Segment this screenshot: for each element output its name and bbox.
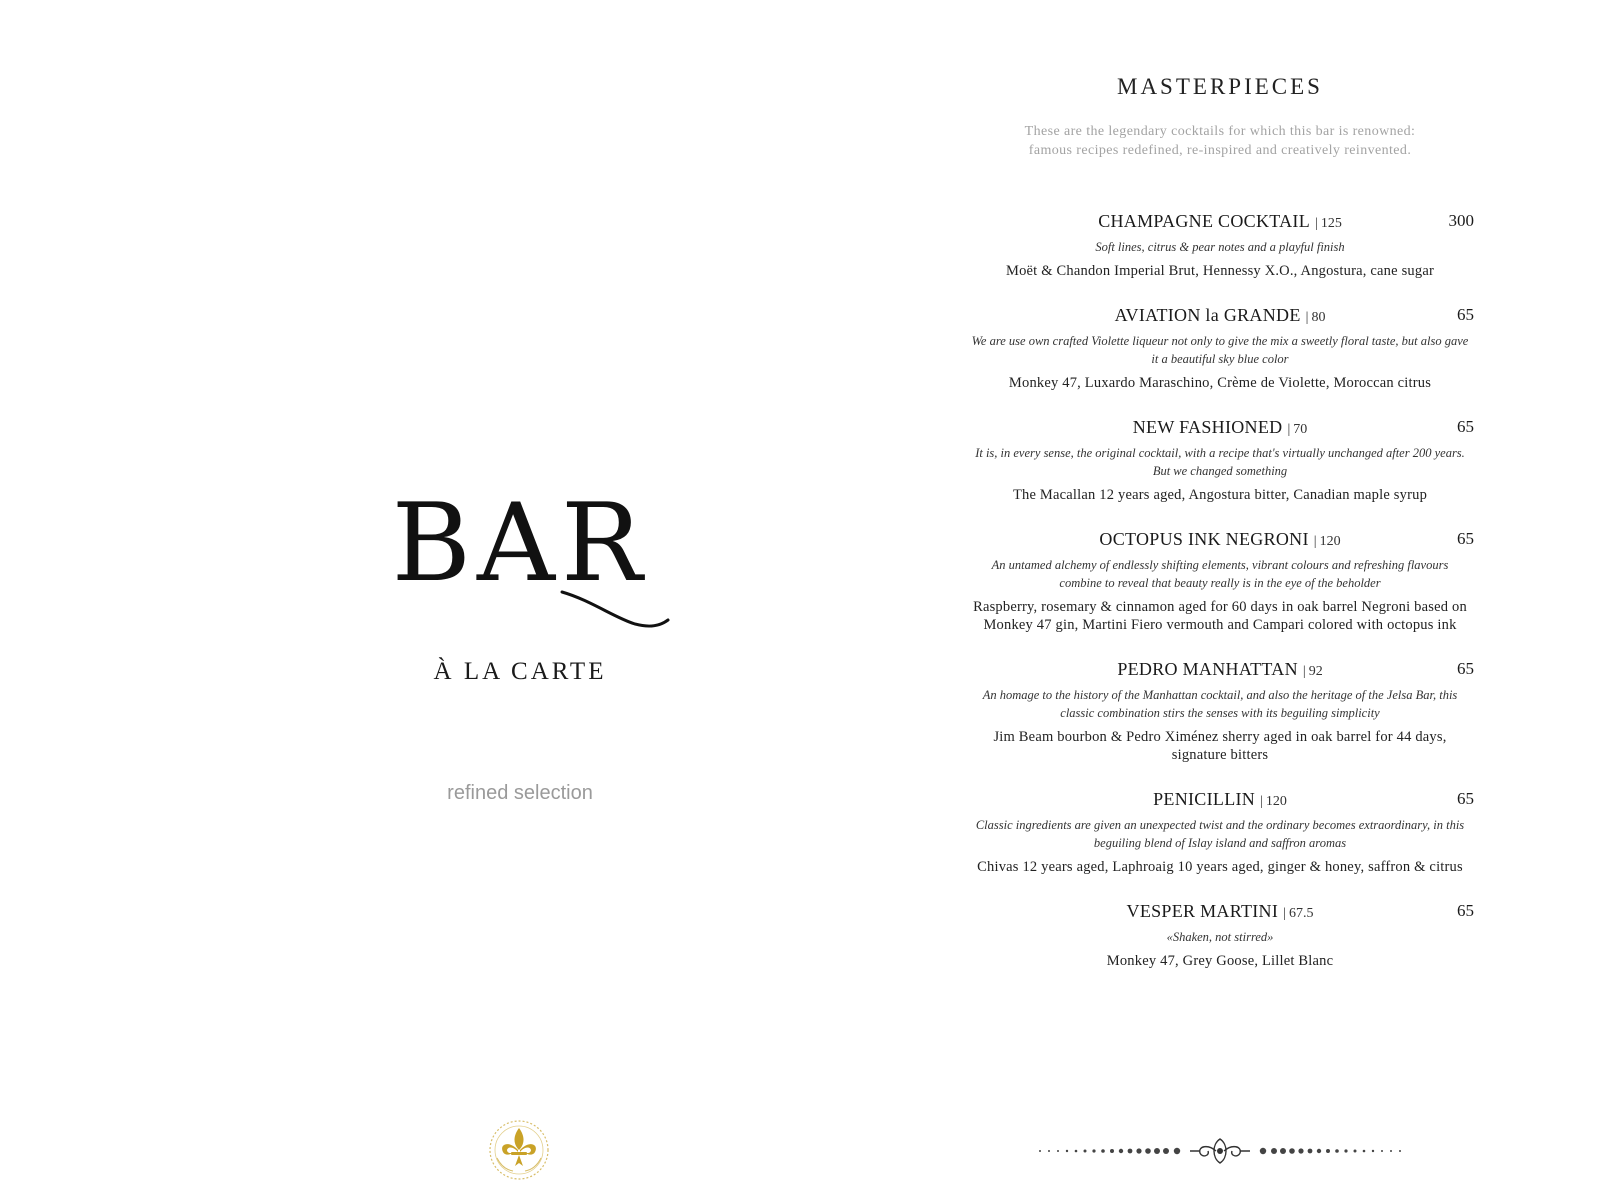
cocktail-ingredients: Moët & Chandon Imperial Brut, Hennessy X.O., Angostura, cane sugar xyxy=(1006,263,1434,279)
section-title: MASTERPIECES xyxy=(1117,74,1323,99)
cocktail-item xyxy=(960,786,1480,876)
bar-title: BAR xyxy=(391,481,649,606)
cocktail-description: We are use own crafted Violette liqueur not only to give the mix a sweetly floral taste, but also gave it a beautiful sky blue color xyxy=(971,334,1469,366)
cocktail-header xyxy=(960,656,1480,682)
cocktail-header xyxy=(960,898,1480,924)
section-intro-line: famous recipes redefined, re-inspired and creatively reinvented. xyxy=(1028,143,1412,158)
cocktail-ingredients: Raspberry, rosemary & cinnamon aged for 60 days in oak barrel Negroni based on Monkey 47 gin, Martini Fiero vermouth and Campari colored with octopus ink xyxy=(973,599,1467,633)
cocktail-item xyxy=(960,208,1480,280)
cover-tagline: refined selection xyxy=(447,782,593,804)
cocktail-description: Soft lines, citrus & pear notes and a playful finish xyxy=(1095,240,1345,254)
cocktail-abv: 80 xyxy=(1311,310,1326,325)
cocktail-price: 65 xyxy=(1457,417,1474,436)
cocktail-name: OCTOPUS INK NEGRONI xyxy=(1099,529,1309,549)
cocktail-header xyxy=(960,526,1480,552)
cocktail-item xyxy=(960,414,1480,504)
separator: | xyxy=(1315,216,1318,231)
cocktail-name: AVIATION la GRANDE xyxy=(1114,305,1301,325)
cocktail-name: PEDRO MANHATTAN xyxy=(1117,659,1298,679)
fleur-de-lis-emblem-icon xyxy=(487,1118,551,1182)
cocktail-item xyxy=(960,302,1480,392)
separator: | xyxy=(1313,534,1317,549)
cocktail-price: 65 xyxy=(1457,659,1474,678)
cocktail-header xyxy=(960,208,1480,234)
ornamental-dotted-divider-icon xyxy=(1030,1136,1410,1166)
cocktail-abv: 120 xyxy=(1319,534,1341,549)
cocktail-header xyxy=(960,414,1480,440)
separator: | xyxy=(1283,906,1286,921)
cocktail-item xyxy=(960,656,1480,764)
cocktail-ingredients: Monkey 47, Grey Goose, Lillet Blanc xyxy=(1106,953,1334,969)
cover-subtitle: À LA CARTE xyxy=(433,658,607,685)
cocktail-header xyxy=(960,786,1480,812)
separator: | xyxy=(1287,422,1291,437)
cocktail-price: 65 xyxy=(1457,529,1474,548)
cocktail-name: CHAMPAGNE COCKTAIL xyxy=(1098,211,1310,231)
cocktail-name: NEW FASHIONED xyxy=(1132,417,1283,437)
cocktail-name: PENICILLIN xyxy=(1153,789,1256,809)
cocktail-ingredients: Jim Beam bourbon & Pedro Ximénez sherry aged in oak barrel for 44 days, signature bitters xyxy=(993,729,1447,763)
cocktail-ingredients: Monkey 47, Luxardo Maraschino, Crème de Violette, Moroccan citrus xyxy=(1008,375,1432,391)
cocktail-abv: 125 xyxy=(1320,216,1342,231)
cocktail-list xyxy=(960,208,1480,992)
cocktail-item xyxy=(960,526,1480,634)
separator: | xyxy=(1302,664,1306,679)
cocktail-price: 65 xyxy=(1457,305,1474,324)
section-intro-line: These are the legendary cocktails for which this bar is renowned: xyxy=(1024,124,1416,139)
cocktail-price: 300 xyxy=(1448,211,1474,230)
separator: | xyxy=(1260,794,1263,809)
cocktail-name: VESPER MARTINI xyxy=(1126,901,1279,921)
cocktail-header xyxy=(960,302,1480,328)
cocktail-ingredients: Chivas 12 years aged, Laphroaig 10 years aged, ginger & honey, saffron & citrus xyxy=(977,859,1463,875)
menu-page xyxy=(960,0,1480,1200)
cocktail-abv: 92 xyxy=(1308,664,1323,679)
cocktail-description: An untamed alchemy of endlessly shifting elements, vibrant colours and refreshing flavours combine to reveal that beauty really is in the eye of the beholder xyxy=(991,558,1449,590)
cocktail-abv: 67.5 xyxy=(1288,906,1314,921)
cocktail-ingredients: The Macallan 12 years aged, Angostura bitter, Canadian maple syrup xyxy=(1012,487,1428,503)
cocktail-abv: 120 xyxy=(1265,794,1287,809)
cocktail-price: 65 xyxy=(1457,789,1474,808)
separator: | xyxy=(1305,310,1309,325)
cocktail-description: «Shaken, not stirred» xyxy=(1166,930,1274,944)
cocktail-description: It is, in every sense, the original cocktail, with a recipe that's virtually unchanged after 200 years. But we changed something xyxy=(975,446,1465,478)
cocktail-description: An homage to the history of the Manhattan cocktail, and also the heritage of the Jelsa Bar, this classic combination stirs the senses with its beguiling simplicity xyxy=(982,688,1458,720)
cocktail-abv: 70 xyxy=(1293,422,1308,437)
cocktail-price: 65 xyxy=(1457,901,1474,920)
cocktail-description: Classic ingredients are given an unexpected twist and the ordinary becomes extraordinary, in this beguiling blend of Islay island and saffron aromas xyxy=(975,818,1465,850)
bar-swash-flourish-icon xyxy=(560,590,670,630)
cocktail-item xyxy=(960,898,1480,970)
section-intro xyxy=(960,122,1480,160)
